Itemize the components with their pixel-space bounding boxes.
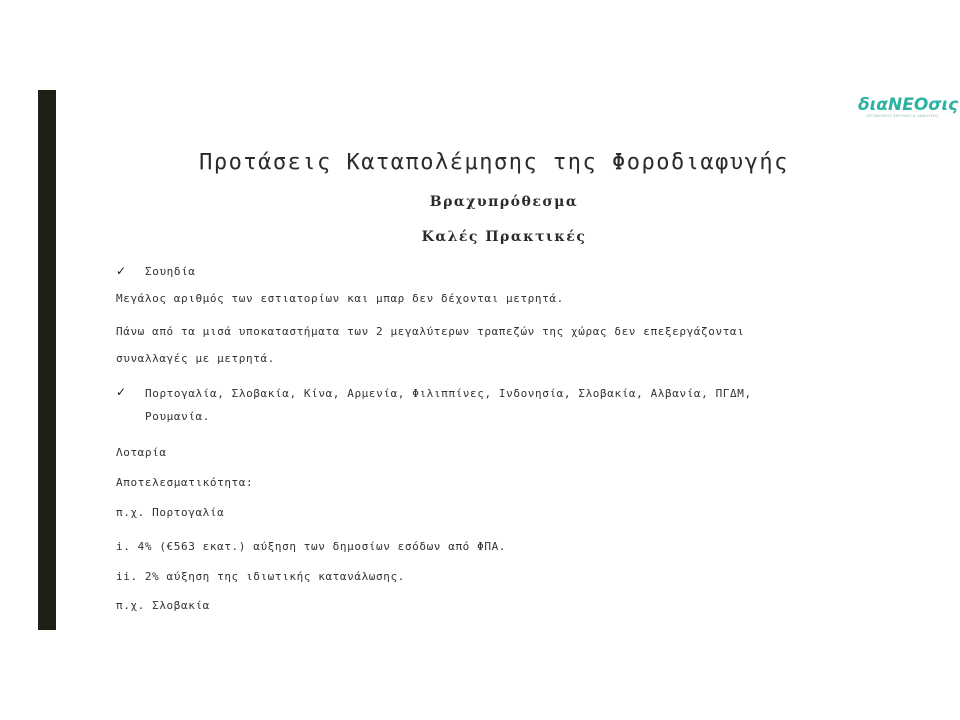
bullet-countries-line2: Ρουμανία. [145, 410, 211, 423]
example-portugal: π.χ. Πορτογαλία [116, 506, 225, 519]
checkmark-icon: ✓ [116, 264, 127, 278]
slide-title: Προτάσεις Καταπολέμησης της Φοροδιαφυγής [199, 150, 789, 175]
logo-wordmark: διαΝΕΟσις [858, 95, 959, 115]
paragraph-banks-line1: Πάνω από τα μισά υποκαταστήματα των 2 μεγαλύτερων τραπεζών της χώρας δεν επεξεργάζονται [116, 325, 745, 338]
paragraph-restaurants: Μεγάλος αριθμός των εστιατορίων και μπαρ δεν δέχονται μετρητά. [116, 292, 564, 305]
slide-subtitle-short-term: Βραχυπρόθεσμα [429, 194, 579, 210]
paragraph-lottery: Λοταρία [116, 446, 167, 459]
checkmark-icon: ✓ [116, 385, 127, 399]
paragraph-effectiveness: Αποτελεσματικότητα: [116, 476, 254, 489]
example-slovakia: π.χ. Σλοβακία [116, 599, 210, 612]
result-vat-revenue: i. 4% (€563 εκατ.) αύξηση των δημοσίων εσόδων από ΦΠΑ. [116, 540, 507, 553]
logo-tagline: ΟΡΓΑΝΙΣΜΟΣ ΕΡΕΥΝΑΣ & ΑΝΑΛΥΣΗΣ [866, 114, 939, 118]
slide-subtitle-good-practices: Καλές Πρακτικές [421, 229, 587, 245]
dianeosis-logo [858, 95, 959, 118]
bullet-sweden: Σουηδία [145, 265, 196, 278]
paragraph-banks-line2: συναλλαγές με μετρητά. [116, 352, 275, 365]
bullet-countries-line1: Πορτογαλία, Σλοβακία, Κίνα, Αρμενία, Φιλιππίνες, Ινδονησία, Σλοβακία, Αλβανία, ΠΓΔΜ, [145, 387, 752, 400]
result-private-consumption: ii. 2% αύξηση της ιδιωτικής κατανάλωσης. [116, 570, 405, 583]
